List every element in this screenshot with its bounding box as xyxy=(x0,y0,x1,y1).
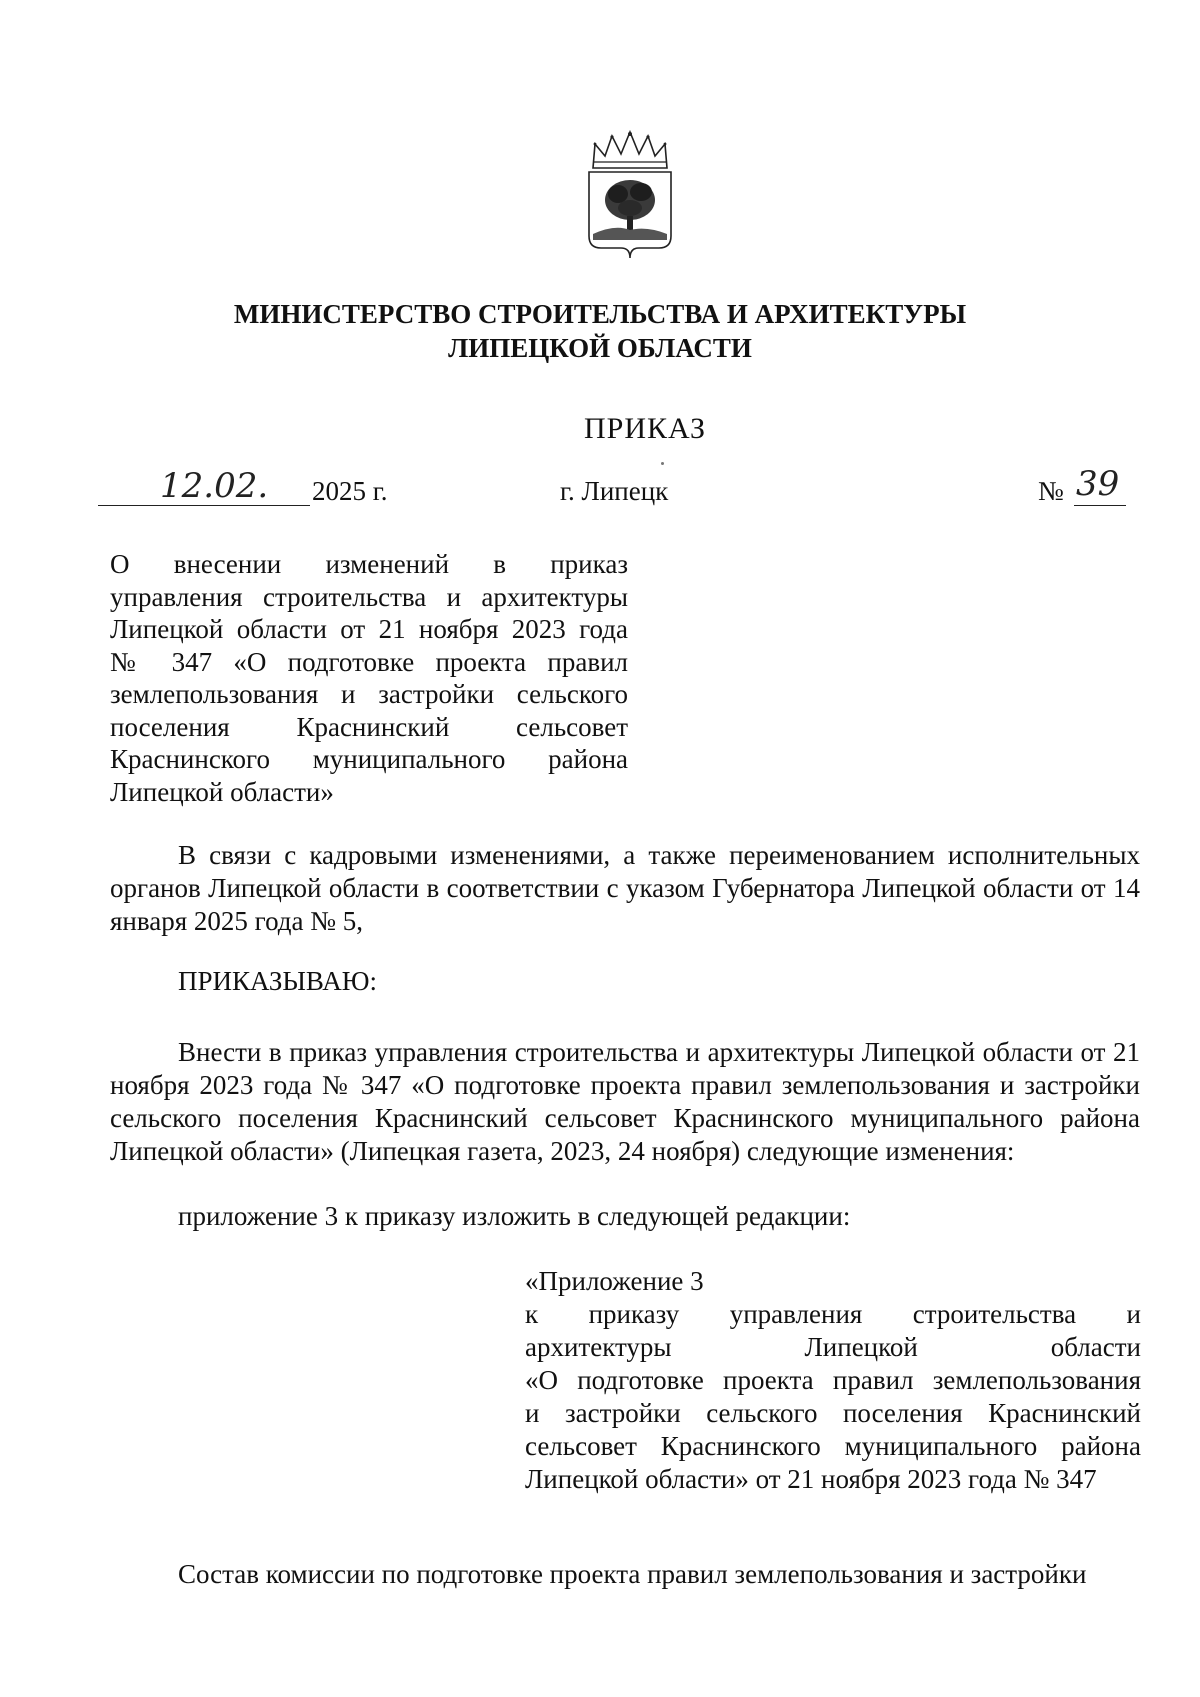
subject-line: землепользования и застройки сельского xyxy=(110,679,628,709)
order-keyword: ПРИКАЗЫВАЮ: xyxy=(178,966,377,996)
annex-line: к приказу управления строительства и xyxy=(525,1299,1141,1329)
annex-line: «О подготовке проекта правил землепользования xyxy=(525,1365,1141,1395)
number-sign: № xyxy=(1038,476,1064,506)
subject-line: Липецкой области» xyxy=(110,776,334,807)
annex-header-block xyxy=(525,1265,1141,1496)
year: 2025 г. xyxy=(312,476,388,506)
scan-speck xyxy=(661,462,664,465)
coat-of-arms-icon xyxy=(585,130,675,262)
composition-heading: Состав комиссии по подготовке проекта правил землепользования и застройки xyxy=(178,1559,1087,1589)
annex-line: и застройки сельского поселения Краснинский xyxy=(525,1398,1141,1428)
subject-line: № 347 «О подготовке проекта правил xyxy=(110,646,628,677)
annex-intro: приложение 3 к приказу изложить в следующей редакции: xyxy=(178,1201,851,1231)
ministry-title-line-2: ЛИПЕЦКОЙ ОБЛАСТИ xyxy=(448,333,752,363)
subject-block xyxy=(110,548,628,808)
subject-line: Краснинского муниципального района xyxy=(110,744,628,774)
handwritten-date: 12.02. xyxy=(160,466,269,506)
document-type: ПРИКАЗ xyxy=(584,412,706,445)
annex-line: архитектуры Липецкой области xyxy=(525,1332,1141,1362)
ministry-title-line-1: МИНИСТЕРСТВО СТРОИТЕЛЬСТВА И АРХИТЕКТУРЫ xyxy=(233,299,967,329)
annex-line: сельсовет Краснинского муниципального района xyxy=(525,1431,1141,1461)
subject-line: О внесении изменений в приказ xyxy=(110,549,628,579)
city: г. Липецк xyxy=(560,476,669,506)
annex-line: «Приложение 3 xyxy=(525,1266,704,1296)
subject-line: управления строительства и архитектуры xyxy=(110,581,628,612)
handwritten-number: 39 xyxy=(1076,464,1120,504)
subject-line: Липецкой области от 21 ноября 2023 года xyxy=(110,614,628,644)
preamble-paragraph: В связи с кадровыми изменениями, а также переименованием исполнительных органов Липецкой области в соответствии с указом Губернатора Липецкой области от 14 января 2025 года № 5, xyxy=(110,840,1140,936)
annex-line: Липецкой области» от 21 ноября 2023 года № 347 xyxy=(525,1464,1097,1494)
order-paragraph: Внести в приказ управления строительства и архитектуры Липецкой области от 21 ноября 2023 года № 347 «О подготовке проекта правил землепользования и застройки сельского поселения Краснинский сельсовет Краснинского муниципального района Липецкой области» (Липецкая газета, 2023, 24 ноября) следующие изменения: xyxy=(110,1037,1140,1166)
subject-line: поселения Краснинский сельсовет xyxy=(110,711,628,742)
